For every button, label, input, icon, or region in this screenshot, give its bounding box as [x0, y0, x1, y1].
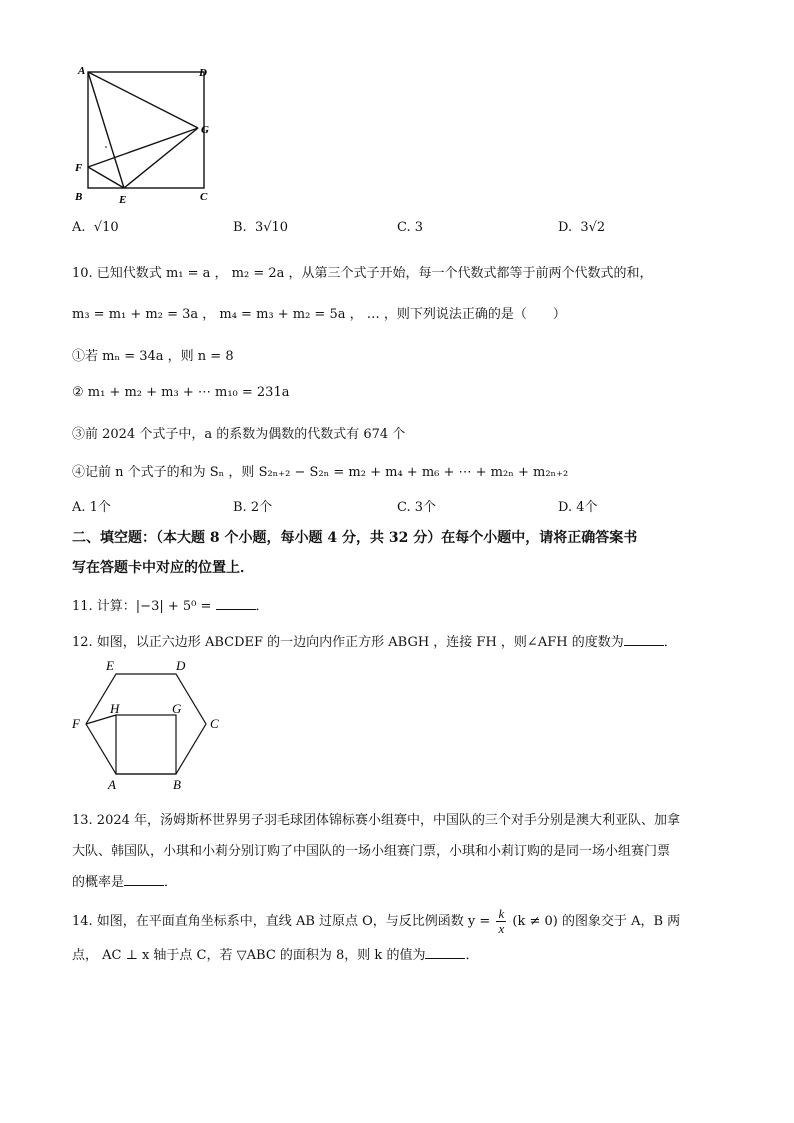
q14-line1 — [72, 907, 680, 936]
q11-text: 11. 计算：|−3| + 5⁰ = — [72, 599, 212, 614]
q13-line2: 大队、韩国队，小琪和小莉分别订购了中国队的一场小组赛门票，小琪和小莉订购的是同一场小组赛门票 — [72, 844, 671, 859]
q12-text: 12. 如图，以正六边形 ABCDEF 的一边向内作正方形 ABGH ，连接 FH ，则∠AFH 的度数为 — [72, 635, 624, 650]
hex-label-C: C — [210, 716, 219, 731]
q14-line1-start: 14. 如图，在平面直角坐标系中，直线 AB 过原点 O，与反比例函数 y = — [72, 914, 491, 929]
q14-line2: 点， AC ⊥ x 轴于点 C，若 ▽ABC 的面积为 8，则 k 的值为 ． — [72, 948, 479, 963]
hex-label-B: B — [173, 777, 181, 792]
label-B: B — [75, 191, 83, 203]
hex-label-E: E — [106, 658, 114, 673]
q14-line1-end: (k ≠ 0) 的图象交于 A，B 两 — [512, 914, 681, 929]
q9-option-d: D. 3√2 — [558, 220, 606, 235]
fraction — [496, 907, 506, 936]
label-C: C — [200, 191, 208, 203]
q10-option-c: C. 3个 — [397, 500, 437, 515]
q9-option-d-value: 3√2 — [580, 220, 606, 235]
q10-statement-3: ③前 2024 个式子中，a 的系数为偶数的代数式有 674 个 — [72, 427, 406, 442]
q10-line1: 10. 已知代数式 m₁ = a ， m₂ = 2a ，从第三个式子开始，每一个代数式都等于前两个代数式的和， — [72, 266, 653, 281]
label-G: G — [201, 124, 209, 136]
answer-blank — [425, 946, 465, 959]
hex-label-G: G — [172, 701, 182, 716]
q10-statement-4: ④记前 n 个式子的和为 Sₙ ，则 S₂ₙ₊₂ − S₂ₙ = m₂ + m₄ + m₆ + ⋯ + m₂ₙ + m₂ₙ₊₂ — [72, 465, 569, 480]
q12: 12. 如图，以正六边形 ABCDEF 的一边向内作正方形 ABGH ，连接 FH ，则∠AFH 的度数为 ． — [72, 635, 677, 650]
hex-label-F: F — [72, 716, 80, 731]
q9-option-a: A. √10 — [72, 220, 119, 235]
q10-option-a: A. 1个 — [72, 500, 111, 515]
q9-option-c-value: 3 — [414, 220, 424, 235]
q10-line2: m₃ = m₁ + m₂ = 3a ， m₄ = m₃ + m₂ = 5a ， … ，则下列说法正确的是（ ） — [72, 307, 566, 322]
q9-option-c: C. 3 — [397, 220, 424, 235]
hexagon-figure — [68, 656, 228, 796]
label-D: D — [199, 67, 207, 79]
hex-label-D: D — [176, 658, 186, 673]
square-figure — [70, 62, 220, 207]
label-F: F — [75, 162, 83, 174]
q9-option-b-value: 3√10 — [254, 220, 289, 235]
fraction-numerator: k — [498, 906, 505, 921]
q10-statement-2: ② m₁ + m₂ + m₃ + ⋯ m₁₀ = 231a — [72, 385, 290, 400]
q10-option-b: B. 2个 — [233, 500, 273, 515]
q10-option-d: D. 4个 — [558, 500, 598, 515]
q13-line3: 的概率是 ． — [72, 875, 178, 890]
fraction-denominator: x — [498, 921, 505, 936]
q9-option-b: B. 3√10 — [233, 220, 289, 235]
q13-line1: 13. 2024 年，汤姆斯杯世界男子羽毛球团体锦标赛小组赛中，中国队的三个对手分别是澳大利亚队、加拿 — [72, 813, 681, 828]
q11: 11. 计算：|−3| + 5⁰ = ． — [72, 599, 269, 614]
hex-label-A: A — [108, 777, 116, 792]
answer-blank — [624, 633, 664, 646]
answer-blank — [124, 873, 164, 886]
q10-statement-1: ①若 mₙ = 34a ，则 n = 8 — [72, 349, 234, 364]
section-heading-line1: 二、填空题：（本大题 8 个小题，每小题 4 分，共 32 分）在每个小题中，请将正确答案书 — [72, 530, 638, 546]
label-E: E — [119, 194, 127, 206]
label-A: A — [78, 65, 86, 77]
hex-label-H: H — [110, 701, 120, 716]
answer-blank — [216, 597, 256, 610]
section-heading-line2: 写在答题卡中对应的位置上． — [72, 560, 254, 576]
q9-option-a-value: √10 — [93, 220, 119, 235]
